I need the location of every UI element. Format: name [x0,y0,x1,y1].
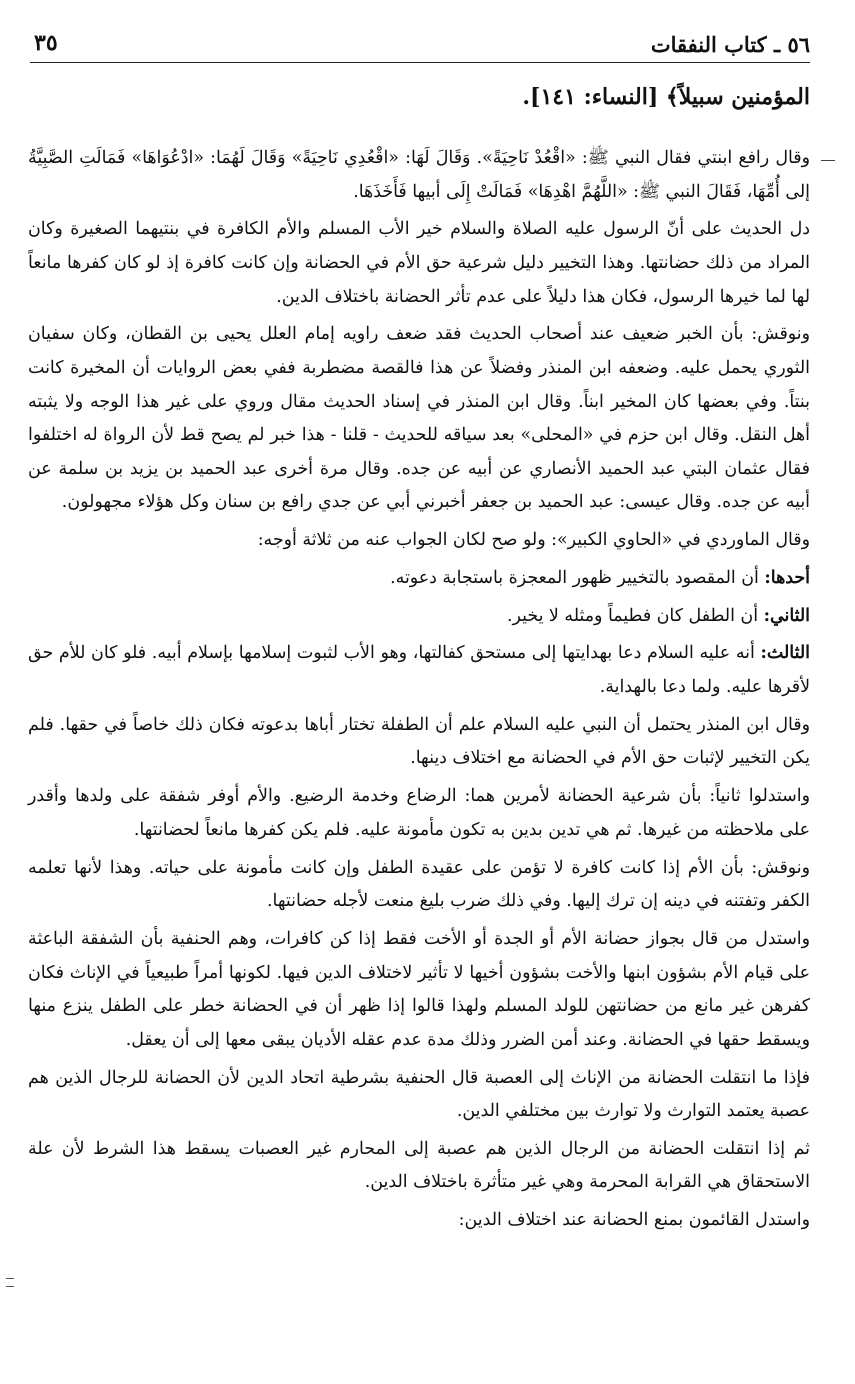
paragraph: دل الحديث على أنّ الرسول عليه الصلاة والسلام خير الأب المسلم والأم الكافرة في بنتيهما الصغيرة وكان المراد من ذلك حضانتها. وهذا التخيير دليل شرعية حق الأم في الحضانة وإن كانت كافرة إذ لو كان كفرها مانعاً لها لما خيرها الرسول، فكان هذا دليلاً على عدم تأثر الحضانة باختلاف الدين. [28,219,810,307]
paragraph: واستدل من قال بجواز حضانة الأم أو الجدة أو الأخت فقط إذا كن كافرات، وهم الحنفية بأن الشفقة الباعثة على قيام الأم بشؤون ابنها والأخت بشؤون أخيها لا تأثير لاختلاف الدين فيها. لكونها أمراً طبيعياً في الإناث فكان كفرهن غير مانع من حضانتهن للولد المسلم ولهذا قالوا إذا ظهر أن في الحضانة خطر على الطفل ينزع منها ويسقط حقها في الحضانة. وعند أمن الضرر وذلك مدة عدم عقله الأديان يبقى معها إلى أن يعقل. [28,928,810,1050]
main-text [28,142,810,1242]
point-text: أن الطفل كان فطيماً ومثله لا يخير. [506,605,764,626]
margin-mark [6,1278,14,1279]
point-label: أحدها: [764,567,810,588]
paragraph [28,600,810,634]
paragraph: فإذا ما انتقلت الحضانة من الإناث إلى العصبة قال الحنفية بشرطية اتحاد الدين لأن الحضانة للرجال الذين هم عصبة يعتمد التوارث ولا توارث بين مختلفي الدين. [28,1067,810,1122]
paragraph: وقال رافع ابنتي فقال النبي ﷺ: «اقْعُدْ نَاحِيَةً». وَقَالَ لَهَا: «اقْعُدِي نَاحِيَةً» وَقَالَ لَهُمَا: «ادْعُوَاهَا» فَمَالَتِ الصَّبِيَّةُ إلى أُمِّهَا، فَقَالَ النبي ﷺ: «اللَّهُمَّ اهْدِهَا» فَمَالَتْ إِلَى أبيها فَأَخَذَهَا. [28,148,810,202]
paragraph: ثم إذا انتقلت الحضانة من الرجال الذين هم عصبة إلى المحارم غير العصبات يسقط هذا الشرط لأن علة الاستحقاق هي القرابة المحرمة وهي غير متأثرة باختلاف الدين. [28,1138,810,1193]
paragraph [28,637,810,704]
paragraph: وقال ابن المنذر يحتمل أن النبي عليه السلام علم أن الطفلة تختار أباها بدعوته فكان ذلك خاصاً في حقها. فلم يكن التخيير لإثبات حق الأم في الحضانة مع اختلاف دينها. [28,714,810,769]
paragraph: وقال الماوردي في «الحاوي الكبير»: ولو صح لكان الجواب عنه من ثلاثة أوجه: [257,530,810,551]
running-title: ٥٦ ـ كتاب النفقات [650,32,810,57]
page-number: ٣٥ [34,30,58,56]
point-text: أنه عليه السلام دعا بهدايتها إلى مستحق كفالتها، وهو الأب لثبوت إسلامها بإسلام أبيه. فلو كان للأم حق لأقرها عليه. ولما دعا بالهداية. [28,643,810,698]
margin-mark [821,160,835,161]
paragraph [28,562,810,596]
margin-mark [6,1286,14,1287]
point-label: الثاني: [763,605,810,626]
verse-continuation: المؤمنين سبيلاً﴾ [النساء: ١٤١]. [522,84,810,110]
point-label: الثالث: [760,643,810,664]
point-text: أن المقصود بالتخيير ظهور المعجزة باستجابة دعوته. [390,567,765,588]
paragraph: واستدل القائمون بمنع الحضانة عند اختلاف الدين: [458,1210,810,1231]
page-header [30,28,810,63]
paragraph: واستدلوا ثانياً: بأن شرعية الحضانة لأمرين هما: الرضاع وخدمة الرضيع. والأم أوفر شفقة على ولدها وأقدر على ملاحظته من غيرها. ثم هي تدين بدين به تكون مأمونة عليه. فلم يكن كفرها مانعاً لحضانتها. [28,786,810,840]
paragraph: ونوقش: بأن الخبر ضعيف عند أصحاب الحديث فقد ضعف راويه إمام العلل يحيى بن القطان، وكان سفيان الثوري يحمل عليه. وضعفه ابن المنذر وفضلاً عن هذا فالقصة مضطربة ففي بعض الروايات أن المخيرة كانت بنتاً. وفي بعضها كان المخير ابناً. وقال ابن المنذر في إسناد الحديث مقال وروي على غير هذا الوجه ولا يثبته أهل النقل. وقال ابن حزم في «المحلى» بعد سياقه للحديث - قلنا - هذا خبر لم يصح قط لأن الرواة له اختلفوا فقال عثمان البتي عبد الحميد الأنصاري عن أبيه عن جده. وقال مرة أخرى عبد الحميد بن يزيد بن سلمة عن أبيه عن جده. وقال عيسى: عبد الحميد بن جعفر أخبرني أبي عن جدي رافع بن سنان وكل هؤلاء مجهولون. [28,324,810,513]
paragraph: ونوقش: بأن الأم إذا كانت كافرة لا تؤمن على عقيدة الطفل وإن كانت مأمونة على حياته. وهذا لأنها تعلمه الكفر وتفتنه في دينه إن ترك إليها. وفي ذلك ضرب بليغ منعت لأجله حضانتها. [28,857,810,912]
